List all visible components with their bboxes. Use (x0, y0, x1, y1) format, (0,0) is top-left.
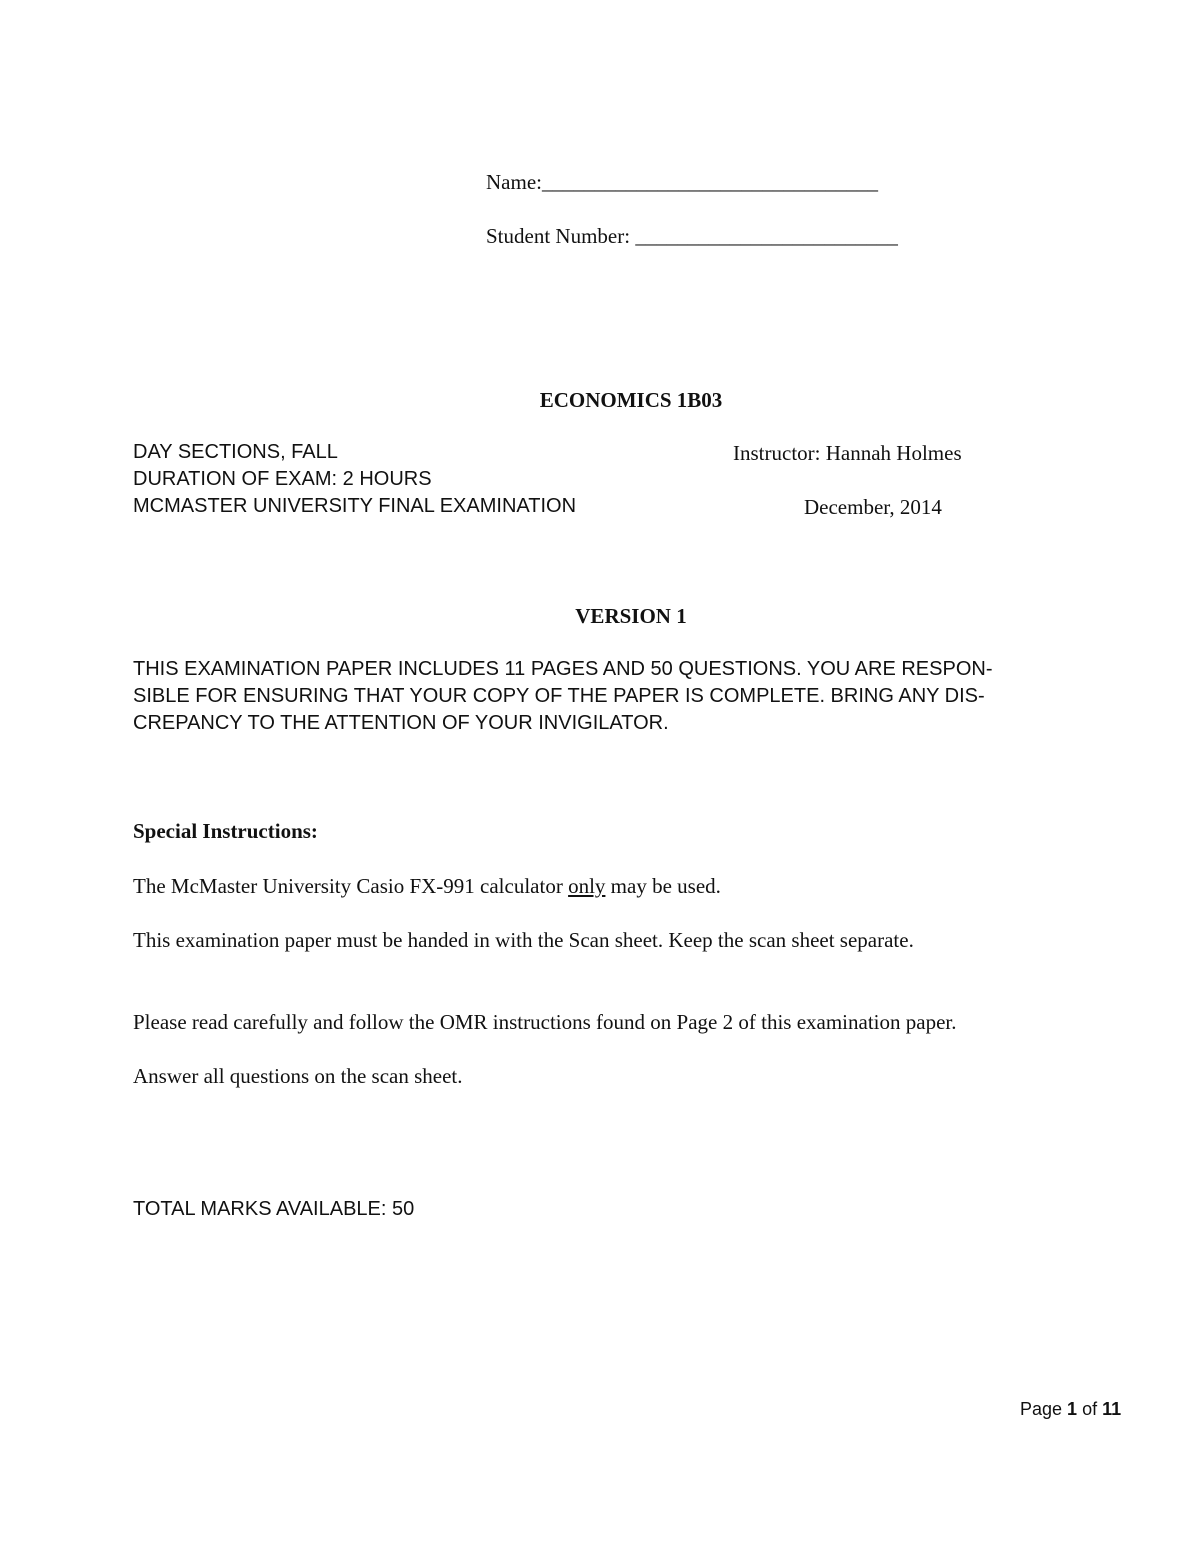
name-label: Name: (486, 170, 542, 194)
name-blank[interactable]: ________________________________ (541, 170, 878, 194)
notice-line-1: THIS EXAMINATION PAPER INCLUDES 11 PAGES AND 50 QUESTIONS. YOU ARE RESPON- (133, 658, 993, 680)
special-instructions-heading: Special Instructions: (133, 819, 318, 843)
course-title: ECONOMICS 1B03 (539, 388, 723, 412)
student-number-line (486, 224, 898, 249)
page-total: 11 (1102, 1399, 1122, 1419)
notice-line-2: SIBLE FOR ENSURING THAT YOUR COPY OF THE PAPER IS COMPLETE. BRING ANY DIS- (133, 685, 985, 707)
scan-sheet-instruction: This examination paper must be handed in with the Scan sheet. Keep the scan sheet separate. (133, 928, 914, 952)
student-number-blank[interactable]: _________________________ (635, 224, 898, 248)
sections-text: DAY SECTIONS, FALL (133, 441, 338, 463)
version-label: VERSION 1 (575, 604, 687, 628)
calculator-text-before: The McMaster University Casio FX-991 calculator (133, 874, 569, 898)
duration-text: DURATION OF EXAM: 2 HOURS (133, 468, 432, 490)
page-current: 1 (1067, 1399, 1078, 1419)
instructor-text: Instructor: Hannah Holmes (733, 441, 962, 465)
exam-date: December, 2014 (804, 495, 942, 519)
calculator-text-after: may be used. (605, 874, 721, 898)
answer-instruction: Answer all questions on the scan sheet. (133, 1064, 463, 1088)
student-number-label: Student Number: (486, 224, 631, 248)
calculator-emphasis: only (568, 874, 606, 898)
total-marks: TOTAL MARKS AVAILABLE: 50 (133, 1198, 415, 1220)
page-of: of (1077, 1399, 1103, 1419)
calculator-instruction (133, 874, 721, 899)
exam-type-text: MCMASTER UNIVERSITY FINAL EXAMINATION (133, 495, 577, 517)
notice-line-3: CREPANCY TO THE ATTENTION OF YOUR INVIGILATOR. (133, 712, 669, 734)
omr-instruction: Please read carefully and follow the OMR instructions found on Page 2 of this examination paper. (133, 1010, 957, 1034)
name-line (486, 170, 878, 195)
page-word: Page (1020, 1399, 1068, 1419)
page-number (1020, 1399, 1121, 1420)
